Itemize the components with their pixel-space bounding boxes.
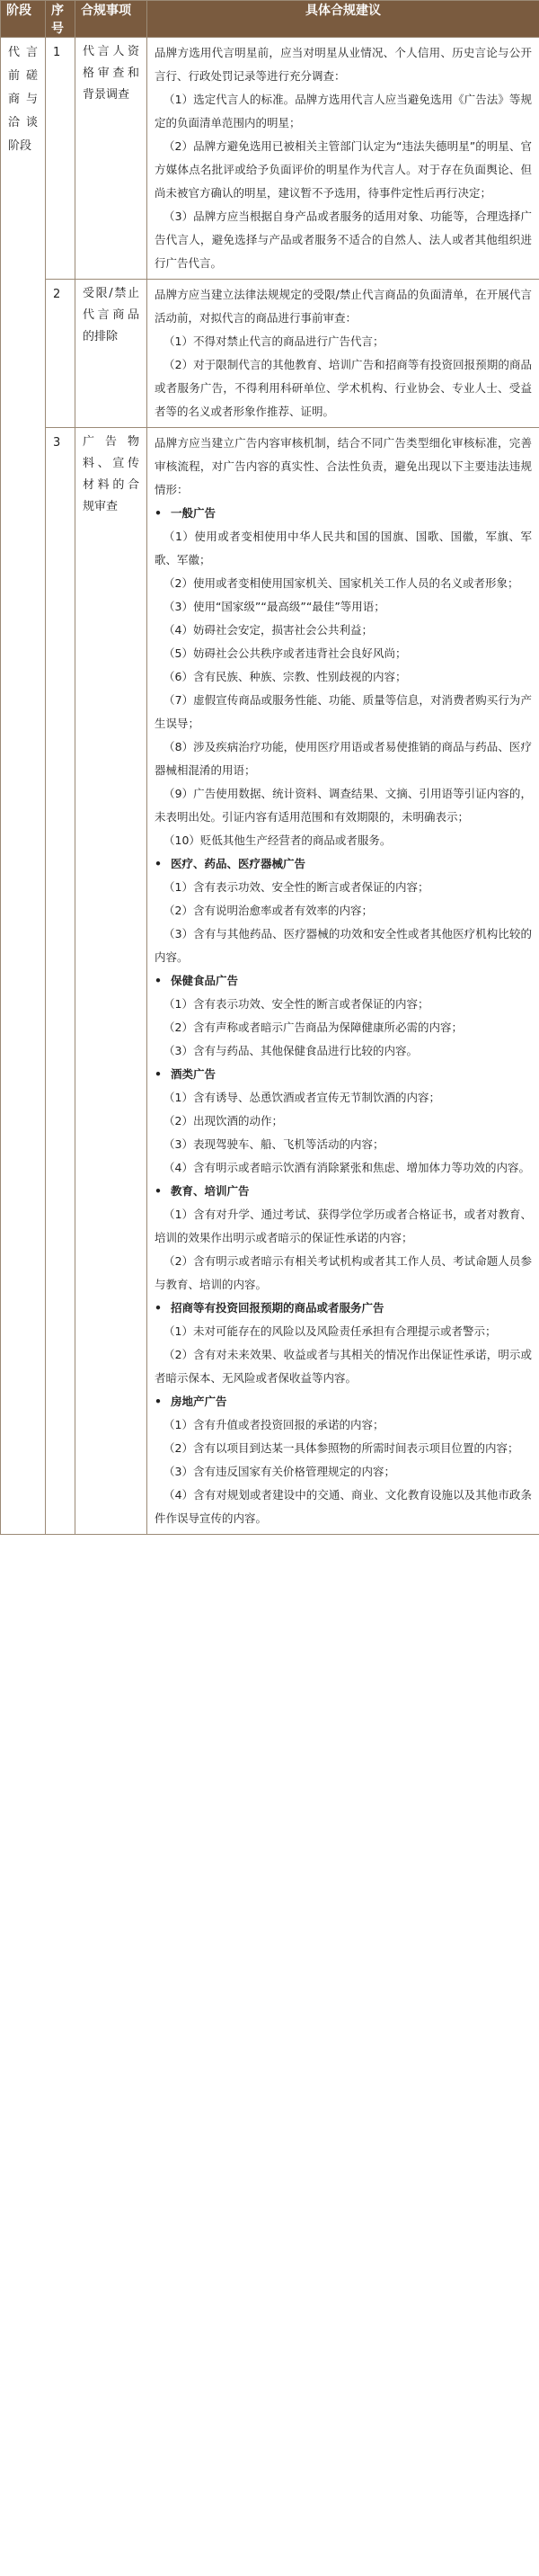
advice-paragraph: （3）表现驾驶车、船、飞机等活动的内容； xyxy=(163,1137,384,1151)
advice-paragraph: （6）含有民族、种族、宗教、性别歧视的内容； xyxy=(163,670,407,683)
ad-category-heading: • 一般广告 xyxy=(155,502,532,525)
advice-paragraph: （1）选定代言人的标准。品牌方选用代言人应当避免选用《广告法》等规定的负面清单范围内的明星； xyxy=(155,93,532,129)
advice-paragraph: （4）妨碍社会安定，损害社会公共利益； xyxy=(163,623,373,637)
advice-paragraph: （3）含有违反国家有关价格管理规定的内容； xyxy=(163,1465,395,1478)
advice-paragraph: （4）含有对规划或者建设中的交通、商业、文化教育设施以及其他市政条件作误导宣传的内容。 xyxy=(155,1488,532,1525)
advice-paragraph: 品牌方选用代言明星前，应当对明星从业情况、个人信用、历史言论与公开言行、行政处罚记录等进行充分调查： xyxy=(155,46,532,83)
advice-paragraph: （1）含有表示功效、安全性的断言或者保证的内容； xyxy=(163,997,429,1011)
advice-paragraph: （1）含有诱导、怂恿饮酒或者宣传无节制饮酒的内容； xyxy=(163,1091,440,1104)
header-advice: 具体合规建议 xyxy=(147,1,539,38)
ad-category-heading: • 保健食品广告 xyxy=(155,969,532,993)
ad-category-heading: • 医疗、药品、医疗器械广告 xyxy=(155,852,532,876)
advice-paragraph: （1）含有表示功效、安全性的断言或者保证的内容； xyxy=(163,880,429,894)
advice-paragraph: （10）贬低其他生产经营者的商品或者服务。 xyxy=(163,833,392,847)
advice-paragraph: （3）含有与其他药品、医疗器械的功效和安全性或者其他医疗机构比较的内容。 xyxy=(155,927,532,964)
advice-paragraph: （5）妨碍社会公共秩序或者违背社会良好风尚； xyxy=(163,646,407,660)
row-num: 3 xyxy=(46,428,75,1535)
advice-paragraph: （1）使用或者变相使用中华人民共和国的国旗、国歌、国徽，军旗、军歌、军徽； xyxy=(155,530,532,566)
advice-paragraph: （1）未对可能存在的风险以及风险责任承担有合理提示或者警示； xyxy=(163,1324,497,1338)
advice-paragraph: （2）对于限制代言的其他教育、培训广告和招商等有投资回报预期的商品或者服务广告，不得利用科研单位、学术机构、行业协会、专业人士、受益者等的名义或者形象作推荐、证明。 xyxy=(155,358,532,418)
advice-paragraph: （2）含有以项目到达某一具体参照物的所需时间表示项目位置的内容； xyxy=(163,1441,519,1455)
advice-paragraph: （8）涉及疾病治疗功能，使用医疗用语或者易使推销的商品与药品、医疗器械相混淆的用语； xyxy=(155,740,532,777)
ad-category-heading: • 教育、培训广告 xyxy=(155,1180,532,1203)
row-advice xyxy=(147,38,539,280)
advice-paragraph: （2）含有说明治愈率或者有效率的内容； xyxy=(163,904,373,917)
phase-cell: 代言前磋商与洽谈阶段 xyxy=(1,38,46,1535)
advice-paragraph: （2）出现饮酒的动作； xyxy=(163,1114,283,1128)
row-advice xyxy=(147,280,539,428)
advice-paragraph: （2）品牌方避免选用已被相关主管部门认定为“违法失德明星”的明星、官方媒体点名批评或给予负面评价的明星作为代言人。对于存在负面舆论、但尚未被官方确认的明星，建议暂不予选用，待事件定性后再行决定； xyxy=(155,139,532,200)
table-row xyxy=(1,38,539,280)
advice-paragraph: （2）含有声称或者暗示广告商品为保障健康所必需的内容； xyxy=(163,1021,463,1034)
table-row xyxy=(1,428,539,1535)
header-item: 合规事项 xyxy=(75,1,147,38)
advice-paragraph: （7）虚假宣传商品或服务性能、功能、质量等信息，对消费者购买行为产生误导； xyxy=(155,693,532,730)
advice-paragraph: 品牌方应当建立法律法规规定的受限/禁止代言商品的负面清单，在开展代言活动前，对拟代言的商品进行事前审查： xyxy=(155,288,532,325)
advice-paragraph: （3）含有与药品、其他保健食品进行比较的内容。 xyxy=(163,1044,418,1057)
header-row xyxy=(1,1,539,38)
row-item: 代言人资格审查和背景调查 xyxy=(75,38,147,280)
advice-paragraph: （2）含有对未来效果、收益或者与其相关的情况作出保证性承诺，明示或者暗示保本、无风险或者保收益等内容。 xyxy=(155,1348,532,1385)
header-num: 序号 xyxy=(46,1,75,38)
advice-paragraph: （2）使用或者变相使用国家机关、国家机关工作人员的名义或者形象； xyxy=(163,576,519,590)
advice-paragraph: （9）广告使用数据、统计资料、调查结果、文摘、引用语等引证内容的，未表明出处。引证内容有适用范围和有效期限的，未明确表示； xyxy=(155,787,532,824)
row-advice xyxy=(147,428,539,1535)
advice-paragraph: 品牌方应当建立广告内容审核机制，结合不同广告类型细化审核标准，完善审核流程，对广告内容的真实性、合法性负责，避免出现以下主要违法违规情形： xyxy=(155,436,532,496)
advice-paragraph: （3）使用“国家级”“最高级”“最佳”等用语； xyxy=(163,600,385,613)
row-item: 广告物料、宣传材料的合规审查 xyxy=(75,428,147,1535)
advice-paragraph: （4）含有明示或者暗示饮酒有消除紧张和焦虑、增加体力等功效的内容。 xyxy=(163,1161,530,1174)
ad-category-heading: • 招商等有投资回报预期的商品或者服务广告 xyxy=(155,1297,532,1320)
advice-paragraph: （1）含有对升学、通过考试、获得学位学历或者合格证书，或者对教育、培训的效果作出明示或者暗示的保证性承诺的内容； xyxy=(155,1208,532,1244)
row-num: 2 xyxy=(46,280,75,428)
advice-paragraph: （1）含有升值或者投资回报的承诺的内容； xyxy=(163,1418,384,1431)
advice-paragraph: （3）品牌方应当根据自身产品或者服务的适用对象、功能等，合理选择广告代言人，避免选择与产品或者服务不适合的自然人、法人或者其他组织进行广告代言。 xyxy=(155,209,532,270)
ad-category-heading: • 房地产广告 xyxy=(155,1390,532,1413)
row-item: 受限/禁止代言商品的排除 xyxy=(75,280,147,428)
ad-category-heading: • 酒类广告 xyxy=(155,1063,532,1086)
row-num: 1 xyxy=(46,38,75,280)
header-phase: 阶段 xyxy=(1,1,46,38)
advice-paragraph: （1）不得对禁止代言的商品进行广告代言； xyxy=(163,334,384,348)
table-row xyxy=(1,280,539,428)
advice-paragraph: （2）含有明示或者暗示有相关考试机构或者其工作人员、考试命题人员参与教育、培训的内容。 xyxy=(155,1254,532,1291)
